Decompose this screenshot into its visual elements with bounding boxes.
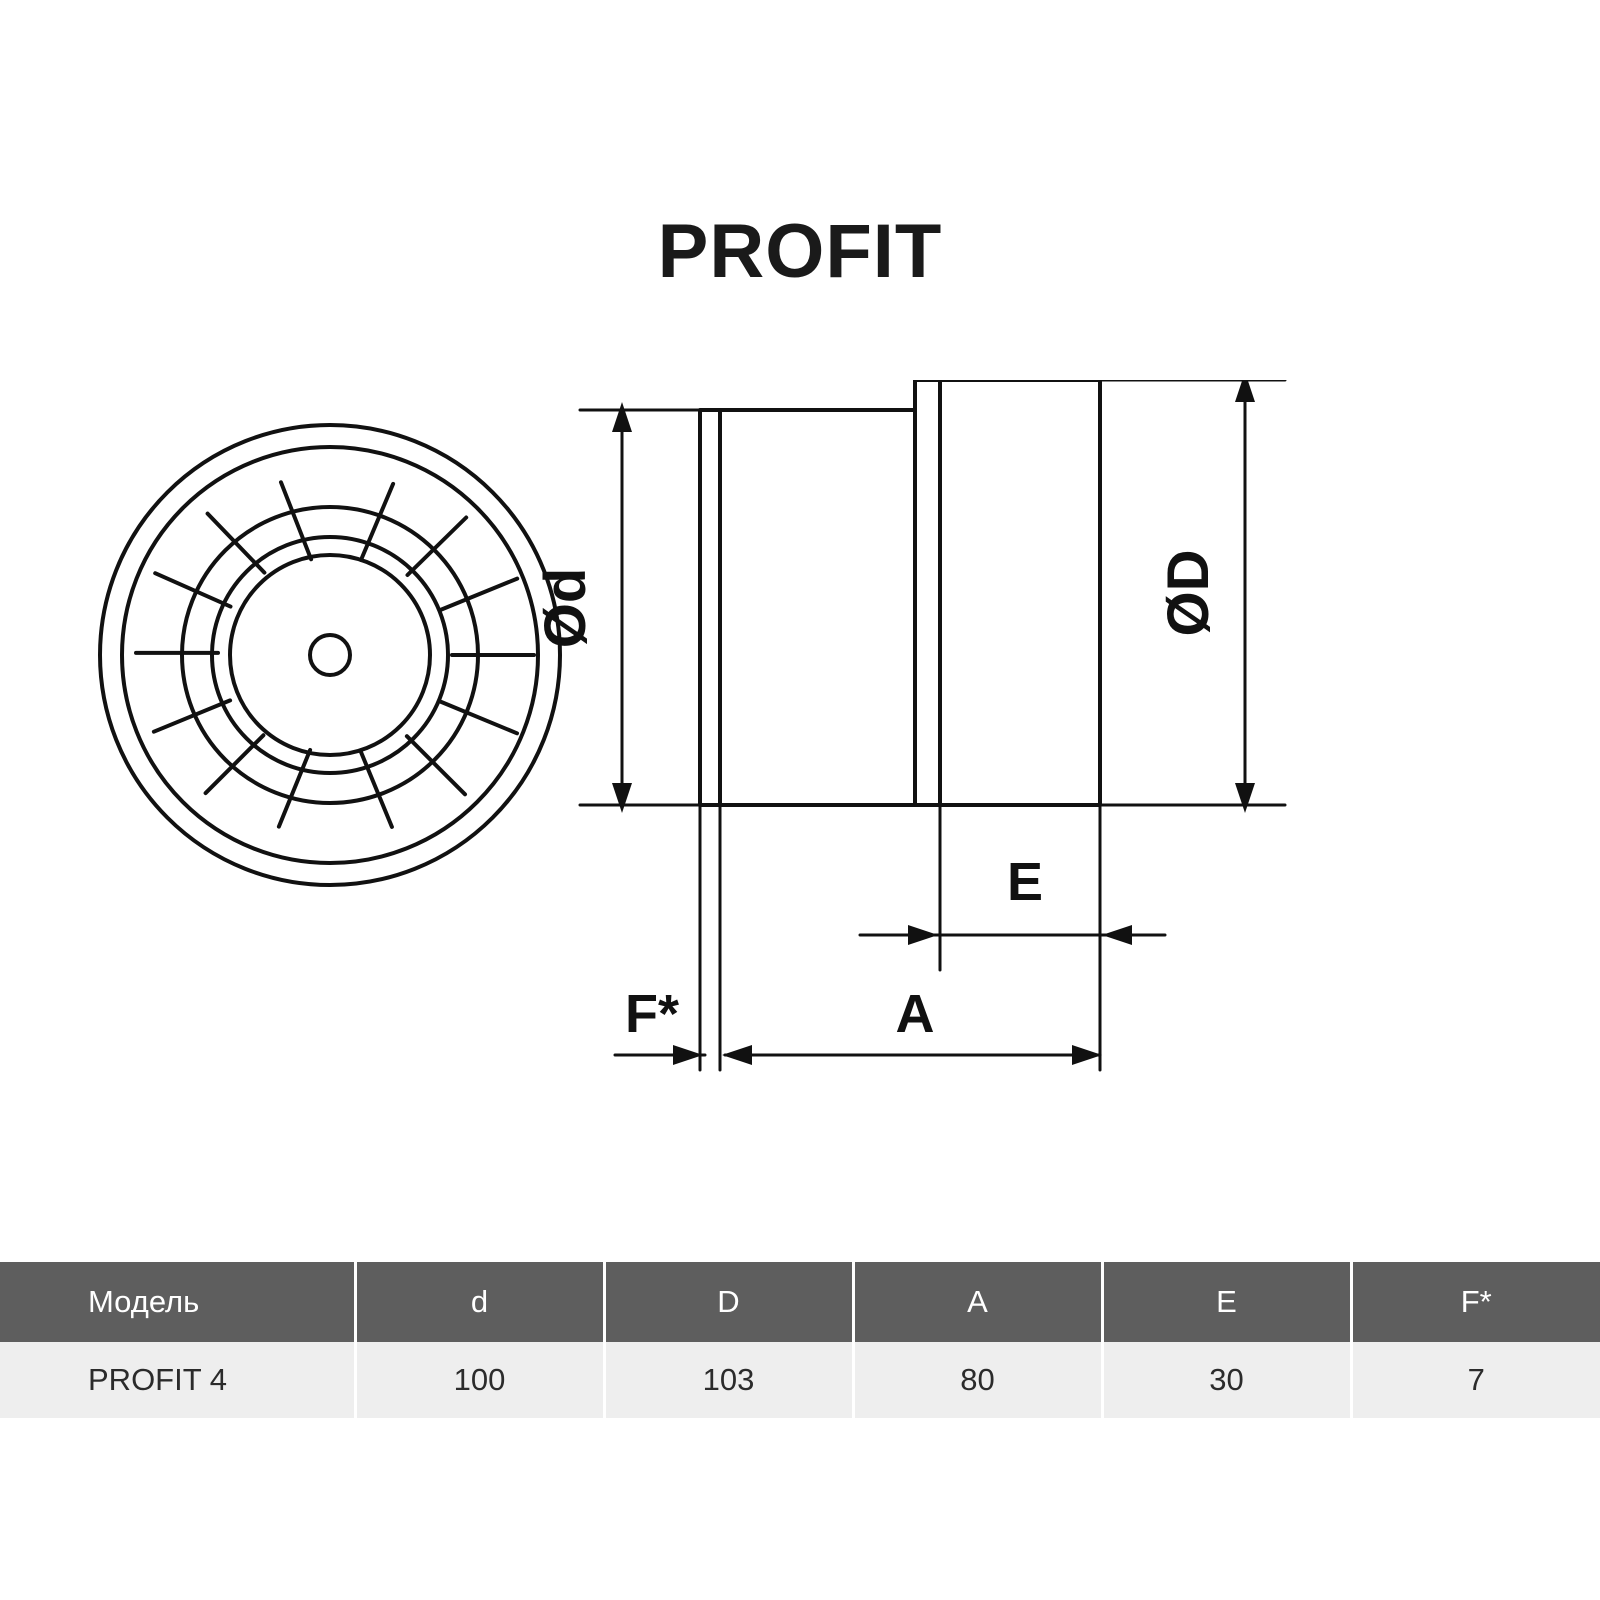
technical-drawing <box>60 380 1540 1180</box>
table-header-E: E <box>1102 1262 1351 1342</box>
label-F: F* <box>625 984 679 1044</box>
spec-table <box>0 1262 1600 1418</box>
cell-A: 80 <box>853 1342 1102 1418</box>
cell-D: 103 <box>604 1342 853 1418</box>
dimension-A <box>722 1045 1102 1065</box>
table-header-A: A <box>853 1262 1102 1342</box>
page-title: PROFIT <box>657 209 943 294</box>
table-header-d: d <box>355 1262 604 1342</box>
dimension-F <box>615 1045 705 1065</box>
cell-E: 30 <box>1102 1342 1351 1418</box>
fan-front-view <box>100 425 560 885</box>
label-phi-d: Ød <box>533 567 598 649</box>
table-header-F: F* <box>1351 1262 1600 1342</box>
table-header-model: Модель <box>0 1262 355 1342</box>
spec-table-wrapper <box>0 1262 1600 1418</box>
label-A: A <box>895 984 935 1044</box>
cell-F: 7 <box>1351 1342 1600 1418</box>
table-header-row <box>0 1262 1600 1342</box>
cell-model: PROFIT 4 <box>0 1342 355 1418</box>
fan-side-section-view <box>700 380 1100 805</box>
cell-d: 100 <box>355 1342 604 1418</box>
label-phi-D: ØD <box>1156 549 1221 637</box>
table-row <box>0 1342 1600 1418</box>
table-header-D: D <box>604 1262 853 1342</box>
dimension-E <box>860 925 1165 945</box>
label-E: E <box>1006 852 1044 912</box>
